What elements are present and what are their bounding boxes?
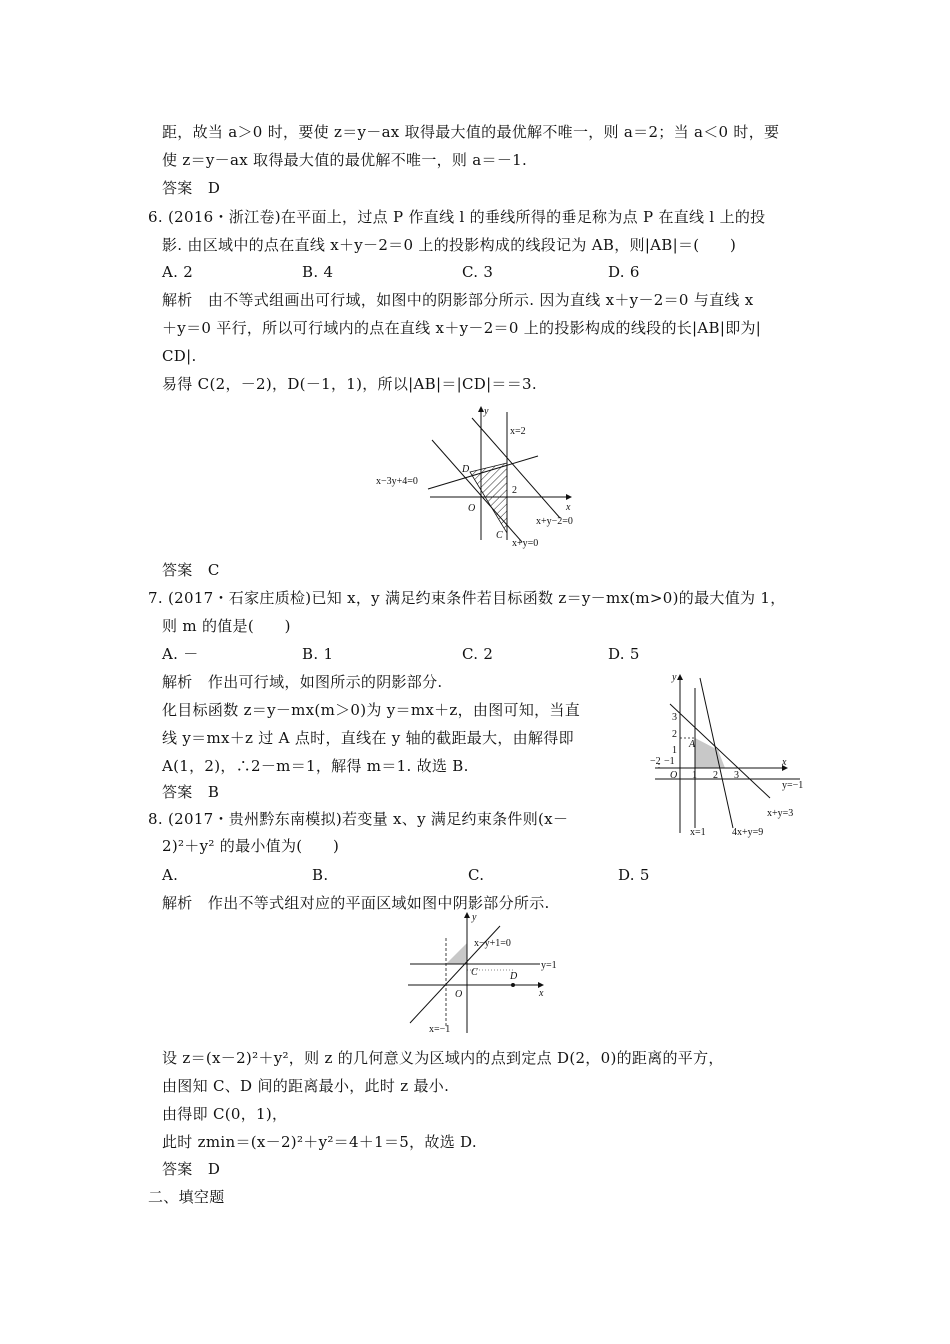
q8-shaded-region bbox=[446, 943, 467, 964]
q7-label-x: x bbox=[782, 757, 787, 768]
q7-analysis-line4: A(1，2)，∴2－m＝1，解得 m＝1. 故选 B. bbox=[162, 757, 469, 775]
q6-option-b: B. 4 bbox=[302, 263, 334, 281]
q6-label-line2: x+y−2=0 bbox=[536, 516, 573, 527]
q7-answer: 答案 B bbox=[162, 783, 220, 801]
q8-point-d bbox=[511, 983, 515, 987]
q8-label-c: C bbox=[471, 967, 478, 978]
q8-analysis-line2: 设 z＝(x－2)²＋y²，则 z 的几何意义为区域内的点到定点 D(2，0)的距离的平方， bbox=[162, 1049, 724, 1067]
q7-analysis-line3: 线 y＝mx＋z 过 A 点时，直线在 y 轴的截距最大，由解得即 bbox=[162, 729, 574, 747]
q6-line-x-y bbox=[432, 440, 522, 542]
q8-label-o: O bbox=[455, 989, 463, 1000]
q6-label-c: C bbox=[496, 530, 503, 541]
q8-label-d: D bbox=[510, 971, 518, 982]
q6-analysis-line2: ＋y＝0 平行，所以可行域内的点在直线 x＋y－2＝0 上的投影构成的线段的长|AB|即为| bbox=[162, 319, 762, 337]
q8-label-line: x−y+1=0 bbox=[474, 938, 511, 949]
q6-label-2: 2 bbox=[512, 485, 517, 496]
q7-label-1: 1 bbox=[672, 745, 677, 756]
q7-label-x3: 3 bbox=[734, 770, 739, 781]
q7-option-a: A. － bbox=[162, 645, 199, 663]
q7-y-arrow bbox=[677, 674, 683, 680]
q6-analysis-line1: 解析 由不等式组画出可行域，如图中的阴影部分所示. 因为直线 x＋y－2＝0 与直线 x bbox=[162, 291, 754, 309]
section-heading: 二、填空题 bbox=[148, 1188, 225, 1206]
q8-label-x: x bbox=[539, 988, 544, 999]
q7-label-neg2: −2 bbox=[650, 756, 661, 767]
q6-shaded-region bbox=[470, 463, 507, 533]
q7-label-2: 2 bbox=[672, 729, 677, 740]
q6-label-line3: x+y=0 bbox=[512, 538, 539, 549]
q7-label-a: A bbox=[689, 739, 696, 750]
q7-label-xplusy: x+y=3 bbox=[767, 808, 794, 819]
q8-analysis-line1: 解析 作出不等式组对应的平面区域如图中阴影部分所示. bbox=[162, 894, 550, 912]
q7-label-y: y bbox=[672, 672, 677, 683]
q8-stem-line1: 8. (2017・贵州黔东南模拟)若变量 x、y 满足约束条件则(x－ bbox=[148, 810, 569, 828]
q8-stem-line2: 2)²＋y² 的最小值为( ) bbox=[162, 837, 340, 855]
q6-x-arrow bbox=[566, 494, 572, 500]
q7-label-4x: 4x+y=9 bbox=[732, 827, 764, 838]
q6-figure bbox=[370, 400, 600, 552]
q7-label-x1: 1 bbox=[692, 770, 697, 781]
q7-analysis-line2: 化目标函数 z＝y－mx(m＞0)为 y＝mx＋z，由图可知，当直 bbox=[162, 701, 581, 719]
q8-option-b: B. bbox=[312, 866, 329, 884]
q6-option-a: A. 2 bbox=[162, 263, 194, 281]
q5-answer: 答案 D bbox=[162, 179, 221, 197]
q6-stem-line2: 影. 由区域中的点在直线 x＋y－2＝0 上的投影构成的线段记为 AB，则|AB|＝( ) bbox=[162, 236, 737, 254]
q8-option-c: C. bbox=[468, 866, 485, 884]
q6-analysis-line3: CD|. bbox=[162, 347, 197, 365]
q7-label-o: O bbox=[670, 770, 678, 781]
q7-label-x2: 2 bbox=[713, 770, 718, 781]
q8-y-arrow bbox=[464, 912, 470, 918]
q6-label-x: x bbox=[566, 502, 571, 513]
q7-stem-line1: 7. (2017・石家庄质检)已知 x，y 满足约束条件若目标函数 z＝y－mx(m>0)的最大值为 1， bbox=[148, 589, 786, 607]
q7-stem-line2: 则 m 的值是( ) bbox=[162, 617, 291, 635]
q7-label-3: 3 bbox=[672, 712, 677, 723]
q6-label-o: O bbox=[468, 503, 476, 514]
q8-option-a: A. bbox=[162, 866, 179, 884]
q8-label-y1: y=1 bbox=[541, 960, 557, 971]
q8-answer: 答案 D bbox=[162, 1160, 221, 1178]
q8-label-xneg1: x=−1 bbox=[429, 1024, 451, 1035]
q6-analysis-line4: 易得 C(2，－2)，D(－1，1)，所以|AB|＝|CD|＝＝3. bbox=[162, 375, 537, 393]
q7-label-neg1: −1 bbox=[664, 756, 675, 767]
q8-label-y: y bbox=[472, 912, 477, 923]
q7-option-b: B. 1 bbox=[302, 645, 334, 663]
q5-text-line2: 使 z＝y－ax 取得最大值的最优解不唯一，则 a＝－1. bbox=[162, 151, 528, 169]
q8-analysis-line3: 由图知 C、D 间的距离最小，此时 z 最小. bbox=[162, 1077, 450, 1095]
q6-label-line1: x−3y+4=0 bbox=[376, 476, 418, 487]
q8-option-d: D. 5 bbox=[618, 866, 650, 884]
q7-figure bbox=[650, 668, 820, 840]
q6-option-d: D. 6 bbox=[608, 263, 640, 281]
q7-shaded-region bbox=[695, 738, 725, 768]
q5-text-line1: 距，故当 a＞0 时，要使 z＝y－ax 取得最大值的最优解不唯一，则 a＝2；当 a＜0 时，要 bbox=[162, 123, 780, 141]
q6-stem-line1: 6. (2016・浙江卷)在平面上，过点 P 作直线 l 的垂线所得的垂足称为点 P 在直线 l 上的投 bbox=[148, 208, 766, 226]
q7-label-xeq1: x=1 bbox=[690, 827, 706, 838]
q6-label-y: y bbox=[484, 406, 489, 417]
q8-figure bbox=[400, 908, 560, 1036]
q7-label-yneg1: y=−1 bbox=[782, 780, 804, 791]
q6-answer: 答案 C bbox=[162, 561, 220, 579]
q6-option-c: C. 3 bbox=[462, 263, 494, 281]
q8-analysis-line5: 此时 zmin＝(x－2)²＋y²＝4＋1＝5，故选 D. bbox=[162, 1133, 477, 1151]
q7-option-d: D. 5 bbox=[608, 645, 640, 663]
q8-analysis-line4: 由得即 C(0，1)， bbox=[162, 1105, 288, 1123]
q7-line-x-y-3 bbox=[670, 704, 770, 798]
q7-analysis-line1: 解析 作出可行域，如图所示的阴影部分. bbox=[162, 673, 443, 691]
q7-option-c: C. 2 bbox=[462, 645, 494, 663]
q6-label-d: D bbox=[462, 464, 470, 475]
q6-label-x2: x=2 bbox=[510, 426, 526, 437]
